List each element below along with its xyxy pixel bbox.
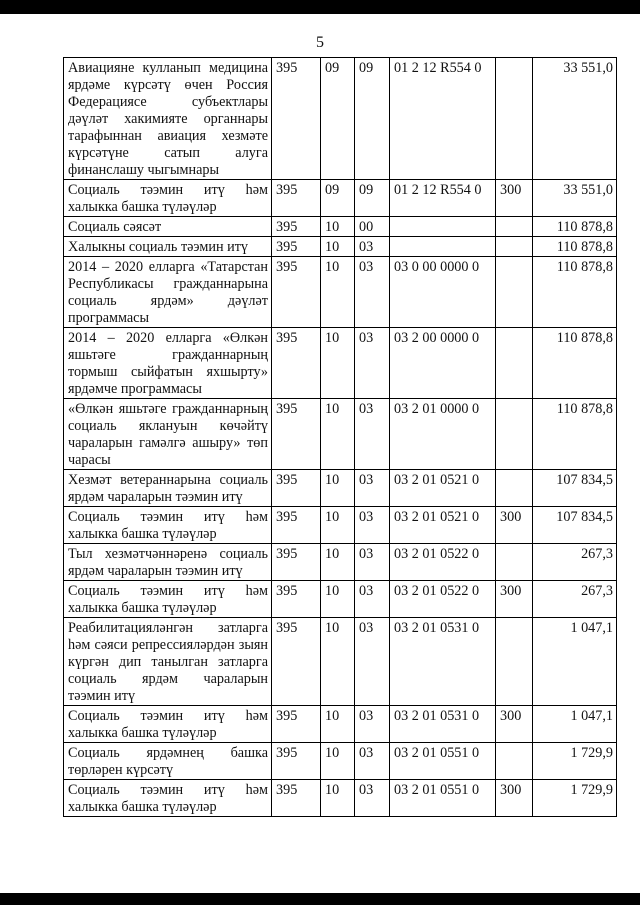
section-code-cell: 10 xyxy=(321,470,355,507)
ministry-code-cell: 395 xyxy=(272,58,321,180)
expense-type-cell: 300 xyxy=(496,706,533,743)
target-article-cell xyxy=(390,237,496,257)
amount-cell: 110 878,8 xyxy=(533,217,617,237)
target-article-cell: 03 0 00 0000 0 xyxy=(390,257,496,328)
ministry-code-cell: 395 xyxy=(272,257,321,328)
target-article-cell: 03 2 01 0531 0 xyxy=(390,618,496,706)
table-row xyxy=(64,780,617,817)
subsection-code-cell: 03 xyxy=(355,507,390,544)
target-article-cell: 03 2 01 0000 0 xyxy=(390,399,496,470)
subsection-code-cell: 03 xyxy=(355,618,390,706)
amount-cell: 267,3 xyxy=(533,544,617,581)
target-article-cell: 03 2 01 0521 0 xyxy=(390,507,496,544)
ministry-code-cell: 395 xyxy=(272,180,321,217)
subsection-code-cell: 03 xyxy=(355,544,390,581)
row-name-cell: Социаль тәэмин итү һәм халыкка башка түләүләр xyxy=(64,581,272,618)
page-number: 5 xyxy=(316,34,324,51)
section-code-cell: 10 xyxy=(321,581,355,618)
subsection-code-cell: 03 xyxy=(355,257,390,328)
expense-type-cell xyxy=(496,328,533,399)
section-code-cell: 10 xyxy=(321,237,355,257)
amount-cell: 107 834,5 xyxy=(533,470,617,507)
table-row xyxy=(64,618,617,706)
row-name-cell: Хезмәт ветераннарына социаль ярдәм чараларын тәэмин итү xyxy=(64,470,272,507)
budget-table-body xyxy=(64,58,617,817)
target-article-cell: 01 2 12 R554 0 xyxy=(390,58,496,180)
section-code-cell: 10 xyxy=(321,507,355,544)
table-row xyxy=(64,581,617,618)
row-name-cell: «Өлкән яшьтәге гражданнарның социаль яклануын көчәйтү чараларын гамәлгә ашыру» төп чарасы xyxy=(64,399,272,470)
table-row xyxy=(64,470,617,507)
row-name-cell: Социаль тәэмин итү һәм халыкка башка түләүләр xyxy=(64,507,272,544)
table-row xyxy=(64,706,617,743)
section-code-cell: 10 xyxy=(321,399,355,470)
subsection-code-cell: 03 xyxy=(355,780,390,817)
target-article-cell: 03 2 01 0551 0 xyxy=(390,743,496,780)
expense-type-cell: 300 xyxy=(496,180,533,217)
expense-type-cell xyxy=(496,544,533,581)
expense-type-cell xyxy=(496,470,533,507)
ministry-code-cell: 395 xyxy=(272,507,321,544)
expense-type-cell xyxy=(496,237,533,257)
ministry-code-cell: 395 xyxy=(272,544,321,581)
section-code-cell: 10 xyxy=(321,780,355,817)
subsection-code-cell: 03 xyxy=(355,706,390,743)
table-row xyxy=(64,180,617,217)
amount-cell: 110 878,8 xyxy=(533,399,617,470)
target-article-cell: 03 2 01 0522 0 xyxy=(390,581,496,618)
budget-table xyxy=(63,57,617,817)
amount-cell: 110 878,8 xyxy=(533,257,617,328)
expense-type-cell xyxy=(496,618,533,706)
expense-type-cell: 300 xyxy=(496,581,533,618)
expense-type-cell xyxy=(496,257,533,328)
expense-type-cell: 300 xyxy=(496,780,533,817)
target-article-cell xyxy=(390,217,496,237)
row-name-cell: Социаль сәясәт xyxy=(64,217,272,237)
subsection-code-cell: 03 xyxy=(355,470,390,507)
table-row xyxy=(64,544,617,581)
amount-cell: 107 834,5 xyxy=(533,507,617,544)
amount-cell: 1 047,1 xyxy=(533,618,617,706)
ministry-code-cell: 395 xyxy=(272,217,321,237)
table-row xyxy=(64,217,617,237)
ministry-code-cell: 395 xyxy=(272,743,321,780)
expense-type-cell: 300 xyxy=(496,507,533,544)
target-article-cell: 03 2 01 0551 0 xyxy=(390,780,496,817)
amount-cell: 1 047,1 xyxy=(533,706,617,743)
section-code-cell: 10 xyxy=(321,706,355,743)
section-code-cell: 09 xyxy=(321,180,355,217)
amount-cell: 110 878,8 xyxy=(533,328,617,399)
section-code-cell: 09 xyxy=(321,58,355,180)
subsection-code-cell: 09 xyxy=(355,58,390,180)
ministry-code-cell: 395 xyxy=(272,237,321,257)
table-row xyxy=(64,237,617,257)
scan-bottom-border xyxy=(0,893,640,905)
table-row xyxy=(64,328,617,399)
amount-cell: 110 878,8 xyxy=(533,237,617,257)
subsection-code-cell: 09 xyxy=(355,180,390,217)
ministry-code-cell: 395 xyxy=(272,328,321,399)
ministry-code-cell: 395 xyxy=(272,581,321,618)
table-row xyxy=(64,399,617,470)
table-row xyxy=(64,58,617,180)
subsection-code-cell: 03 xyxy=(355,237,390,257)
ministry-code-cell: 395 xyxy=(272,618,321,706)
ministry-code-cell: 395 xyxy=(272,470,321,507)
row-name-cell: Халыкны социаль тәэмин итү xyxy=(64,237,272,257)
expense-type-cell xyxy=(496,217,533,237)
row-name-cell: Социаль тәэмин итү һәм халыкка башка түләүләр xyxy=(64,706,272,743)
amount-cell: 33 551,0 xyxy=(533,58,617,180)
row-name-cell: Социаль тәэмин итү һәм халыкка башка түләүләр xyxy=(64,780,272,817)
table-row xyxy=(64,507,617,544)
section-code-cell: 10 xyxy=(321,618,355,706)
row-name-cell: Социаль тәэмин итү һәм халыкка башка түләүләр xyxy=(64,180,272,217)
amount-cell: 33 551,0 xyxy=(533,180,617,217)
table-row xyxy=(64,743,617,780)
row-name-cell: Авиацияне кулланып медицина ярдәме күрсәтү өчен Россия Федерациясе субъектлары дәүләт хакимияте органнары тарафыннан авиация хезмәте күрсәтүне сатып алуга финанслашу чыгымнары xyxy=(64,58,272,180)
scan-top-border xyxy=(0,0,640,14)
section-code-cell: 10 xyxy=(321,328,355,399)
subsection-code-cell: 03 xyxy=(355,399,390,470)
target-article-cell: 03 2 01 0522 0 xyxy=(390,544,496,581)
expense-type-cell xyxy=(496,58,533,180)
target-article-cell: 03 2 00 0000 0 xyxy=(390,328,496,399)
row-name-cell: 2014 – 2020 елларга «Татарстан Республикасы гражданнарына социаль ярдәм» дәүләт программасы xyxy=(64,257,272,328)
subsection-code-cell: 03 xyxy=(355,581,390,618)
subsection-code-cell: 00 xyxy=(355,217,390,237)
table-row xyxy=(64,257,617,328)
section-code-cell: 10 xyxy=(321,743,355,780)
row-name-cell: Реабилитацияләнгән затларга һәм сәяси репрессияләрдән зыян күргән дип танылган затларга социаль ярдәм чараларын тәэмин итү xyxy=(64,618,272,706)
row-name-cell: 2014 – 2020 елларга «Өлкән яшьтәге гражданнарның тормыш сыйфатын яхшырту» ярдәмче программасы xyxy=(64,328,272,399)
row-name-cell: Тыл хезмәтчәннәренә социаль ярдәм чараларын тәэмин итү xyxy=(64,544,272,581)
expense-type-cell xyxy=(496,743,533,780)
target-article-cell: 01 2 12 R554 0 xyxy=(390,180,496,217)
target-article-cell: 03 2 01 0531 0 xyxy=(390,706,496,743)
ministry-code-cell: 395 xyxy=(272,780,321,817)
target-article-cell: 03 2 01 0521 0 xyxy=(390,470,496,507)
section-code-cell: 10 xyxy=(321,544,355,581)
expense-type-cell xyxy=(496,399,533,470)
subsection-code-cell: 03 xyxy=(355,743,390,780)
subsection-code-cell: 03 xyxy=(355,328,390,399)
ministry-code-cell: 395 xyxy=(272,399,321,470)
amount-cell: 267,3 xyxy=(533,581,617,618)
ministry-code-cell: 395 xyxy=(272,706,321,743)
section-code-cell: 10 xyxy=(321,217,355,237)
amount-cell: 1 729,9 xyxy=(533,780,617,817)
row-name-cell: Социаль ярдәмнең башка төрләрен күрсәтү xyxy=(64,743,272,780)
amount-cell: 1 729,9 xyxy=(533,743,617,780)
section-code-cell: 10 xyxy=(321,257,355,328)
